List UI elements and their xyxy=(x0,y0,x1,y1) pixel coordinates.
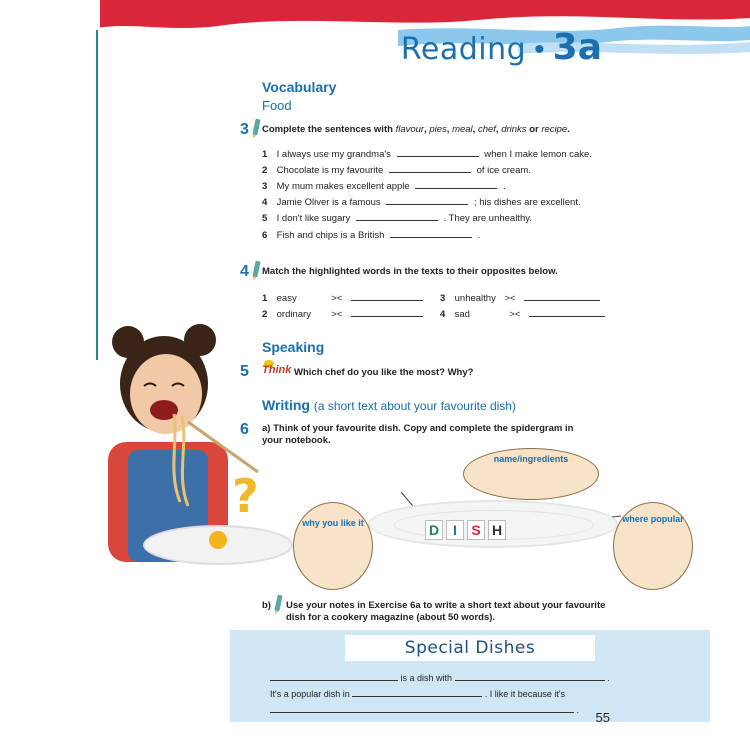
item-after: of ice cream. xyxy=(476,165,531,176)
special-dishes-box xyxy=(230,630,710,722)
egg-yolk xyxy=(206,530,230,550)
exercise-3-instruction: Complete the sentences with flavour, pies, meal, chef, drinks or recipe. xyxy=(262,124,570,135)
exercise-6a-instruction: a) Think of your favourite dish. Copy and complete the spidergram in your notebook. xyxy=(262,423,574,446)
title-dot: • xyxy=(534,33,545,66)
exercise-4-number: 4 xyxy=(240,263,249,280)
answer-blank[interactable] xyxy=(524,292,600,301)
title-number: 3a xyxy=(552,27,602,68)
answer-blank[interactable] xyxy=(415,180,497,189)
dish-letter: D xyxy=(425,520,443,540)
exercise-6b-instruction: Use your notes in Exercise 6a to write a short text about your favourite dish for a cookery magazine (about 50 words). xyxy=(286,600,606,623)
item-before: I don't like sugary xyxy=(276,213,351,224)
item-after: . xyxy=(502,181,506,192)
item-before: Fish and chips is a British xyxy=(276,230,385,241)
think-label: Think xyxy=(262,364,292,376)
bubble-why-you-like-it xyxy=(293,502,373,590)
word-pies: pies xyxy=(429,124,447,135)
item-word: ordinary xyxy=(276,309,311,320)
word-flavour: flavour xyxy=(395,124,425,135)
line-1-text: is a dish with xyxy=(400,673,453,683)
item-after: ; his dishes are excellent. xyxy=(473,197,581,208)
match-item xyxy=(440,292,600,304)
answer-blank[interactable] xyxy=(356,212,438,221)
line-1-end: . xyxy=(607,673,610,683)
item-number: 3 xyxy=(262,181,268,192)
exercise-3-item xyxy=(262,212,532,224)
item-number: 1 xyxy=(262,293,268,304)
answer-blank[interactable] xyxy=(455,672,605,681)
match-item xyxy=(262,292,423,304)
dish-letter: I xyxy=(446,520,464,540)
opposite-arrow: >< xyxy=(331,293,343,304)
item-before: Jamie Oliver is a famous xyxy=(276,197,381,208)
writing-line-3 xyxy=(270,704,579,715)
item-word: sad xyxy=(454,309,470,320)
title-word: Reading xyxy=(400,32,527,67)
item-number: 6 xyxy=(262,230,268,241)
answer-blank[interactable] xyxy=(390,229,472,238)
match-item xyxy=(262,308,423,320)
writing-heading xyxy=(262,397,516,413)
answer-blank[interactable] xyxy=(389,164,471,173)
exercise-6-number: 6 xyxy=(240,421,249,438)
item-before: I always use my grandma's xyxy=(276,149,391,160)
answer-blank[interactable] xyxy=(352,688,482,697)
exercise-3-item xyxy=(262,180,506,192)
item-word: easy xyxy=(276,293,297,304)
spidergram xyxy=(273,440,713,600)
svg-text:?: ? xyxy=(232,469,259,523)
answer-blank[interactable] xyxy=(386,196,468,205)
answer-blank[interactable] xyxy=(270,672,398,681)
word-meal: meal xyxy=(452,124,473,135)
dish-letter: H xyxy=(488,520,506,540)
bubble-label-top: name/ingredients xyxy=(493,454,569,464)
item-before: Chocolate is my favourite xyxy=(276,165,384,176)
bubble-label-right: where popular xyxy=(622,514,684,524)
answer-blank[interactable] xyxy=(529,308,605,317)
exercise-4-instruction: Match the highlighted words in the texts to their opposites below. xyxy=(262,266,558,277)
answer-blank[interactable] xyxy=(351,308,423,317)
pencil-icon xyxy=(252,261,260,278)
item-number: 4 xyxy=(440,309,446,320)
word-drinks: drinks xyxy=(501,124,527,135)
exercise-6b-label: b) xyxy=(262,600,271,611)
writing-subtitle: (a short text about your favourite dish) xyxy=(313,399,516,413)
exercise-3-item xyxy=(262,164,531,176)
opposite-arrow: >< xyxy=(331,309,343,320)
opposite-arrow: >< xyxy=(509,309,521,320)
answer-blank[interactable] xyxy=(397,148,479,157)
speaking-heading: Speaking xyxy=(262,339,325,355)
answer-blank[interactable] xyxy=(270,704,574,713)
exercise-3-number: 3 xyxy=(240,121,249,138)
dish-letter: S xyxy=(467,520,485,540)
writing-line-1 xyxy=(270,672,610,683)
item-after: . They are unhealthy. xyxy=(443,213,532,224)
item-word: unhealthy xyxy=(454,293,496,304)
item-number: 3 xyxy=(440,293,446,304)
item-number: 2 xyxy=(262,309,268,320)
exercise-3-item xyxy=(262,196,581,208)
opposite-arrow: >< xyxy=(504,293,516,304)
line-3-end: . xyxy=(576,705,580,715)
instruction-or: or xyxy=(529,124,539,135)
item-number: 1 xyxy=(262,149,268,160)
page-title xyxy=(401,27,602,77)
special-dishes-title: Special Dishes xyxy=(345,635,595,661)
page xyxy=(98,0,750,750)
exercise-3-item xyxy=(262,229,480,241)
dish-letters xyxy=(425,520,506,540)
line-2-text: It's a popular dish in xyxy=(270,689,350,699)
item-number: 5 xyxy=(262,213,268,224)
vocabulary-subheading: Food xyxy=(262,98,292,113)
item-number: 4 xyxy=(262,197,268,208)
item-before: My mum makes excellent apple xyxy=(276,181,410,192)
line-2-end: . I like it because it's xyxy=(484,689,566,699)
exercise-5-number: 5 xyxy=(240,363,249,380)
exercise-3-item xyxy=(262,148,592,160)
item-number: 2 xyxy=(262,165,268,176)
item-after: . xyxy=(477,230,481,241)
page-margin xyxy=(0,0,100,750)
pencil-icon xyxy=(252,119,260,136)
writing-title: Writing xyxy=(262,397,310,413)
writing-line-2 xyxy=(270,688,565,699)
match-item xyxy=(440,308,605,320)
vocabulary-heading: Vocabulary xyxy=(262,79,337,95)
item-after: when I make lemon cake. xyxy=(484,149,592,160)
speaking-question: Which chef do you like the most? Why? xyxy=(294,367,474,378)
answer-blank[interactable] xyxy=(351,292,423,301)
instruction-prefix: Complete the sentences with xyxy=(262,124,393,135)
word-recipe: recipe xyxy=(541,124,568,135)
spine-line xyxy=(96,30,98,360)
word-chef: chef xyxy=(477,124,496,135)
page-number: 55 xyxy=(595,710,610,725)
bubble-label-left: why you like it xyxy=(302,518,364,528)
